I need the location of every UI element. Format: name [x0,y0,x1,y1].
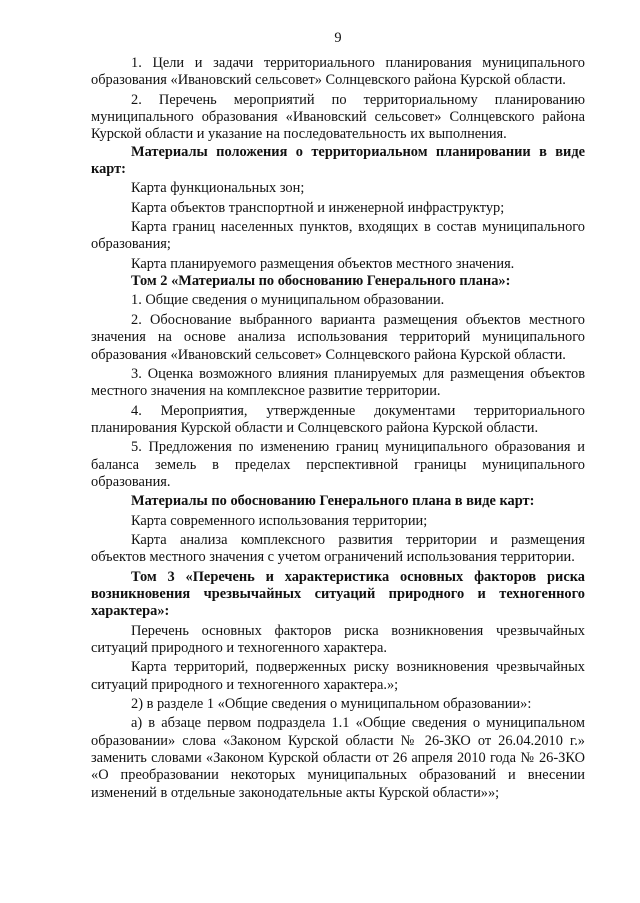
page-number: 9 [334,30,342,46]
document-page [91,30,585,802]
heading-volume-2: Том 2 «Материалы по обоснованию Генерального плана»: [131,273,511,290]
paragraph-approved-measures: 4. Мероприятия, утвержденные документами территориального планирования Курской области и Солнцевского района Курской области. [91,402,585,436]
paragraph-goals: 1. Цели и задачи территориального планирования муниципального образования «Ивановский сельсовет» Солнцевского района Курской области. [91,55,585,89]
paragraph-general-info: 1. Общие сведения о муниципальном образовании. [131,292,445,309]
paragraph-map-functional-zones: Карта функциональных зон; [131,180,305,197]
paragraph-placement-rationale: 2. Обоснование выбранного варианта размещения объектов местного значения на основе анализа использования территорий муниципального образования «Ивановский сельсовет» Солнцевского района Курской области. [91,311,585,363]
heading-maps-provisions: Материалы положения о территориальном планировании в виде карт: [91,143,585,178]
paragraph-map-infrastructure: Карта объектов транспортной и инженерной инфраструктур; [131,199,505,216]
heading-volume-3: Том 3 «Перечень и характеристика основных факторов риска возникновения чрезвычайных ситуаций природного и техногенного характера»: [91,568,585,620]
paragraph-amendment-a: а) в абзаце первом подраздела 1.1 «Общие сведения о муниципальном образовании» слова «Законом Курской области № 26-ЗКО от 26.04.2010 г.» заменить словами «Законом Курской области от 26 апреля 2010 года № 26-ЗКО «О преобразовании некоторых муниципальных образований и внесении изменений в отдельные законодательные акты Курской области»»; [91,715,585,801]
paragraph-section-1-change: 2) в разделе 1 «Общие сведения о муниципальном образовании»: [131,696,532,713]
paragraph-border-proposals: 5. Предложения по изменению границ муниципального образования и баланса земель в пределах перспективной границы муниципального образования. [91,439,585,490]
paragraph-measures-list: 2. Перечень мероприятий по территориальному планированию муниципального образования «Ивановский сельсовет» Солнцевского района Курской области и указание на последовательность их выполнения. [91,91,585,143]
heading-maps-rationale: Материалы по обоснованию Генерального плана в виде карт: [131,493,535,510]
paragraph-map-risk-territories: Карта территорий, подверженных риску возникновения чрезвычайных ситуаций природного и техногенного характера.»; [91,659,585,693]
paragraph-map-development-analysis: Карта анализа комплексного развития территории и размещения объектов местного значения с учетом ограничений использования территории. [91,531,585,566]
paragraph-risk-factors: Перечень основных факторов риска возникновения чрезвычайных ситуаций природного и техногенного характера. [91,622,585,656]
paragraph-impact-assessment: 3. Оценка возможного влияния планируемых для размещения объектов местного значения на комплексное развитие территории. [91,365,585,400]
paragraph-map-current-use: Карта современного использования территории; [131,512,428,529]
paragraph-map-settlement-borders: Карта границ населенных пунктов, входящих в состав муниципального образования; [91,219,585,253]
paragraph-map-local-objects: Карта планируемого размещения объектов местного значения. [131,255,515,272]
